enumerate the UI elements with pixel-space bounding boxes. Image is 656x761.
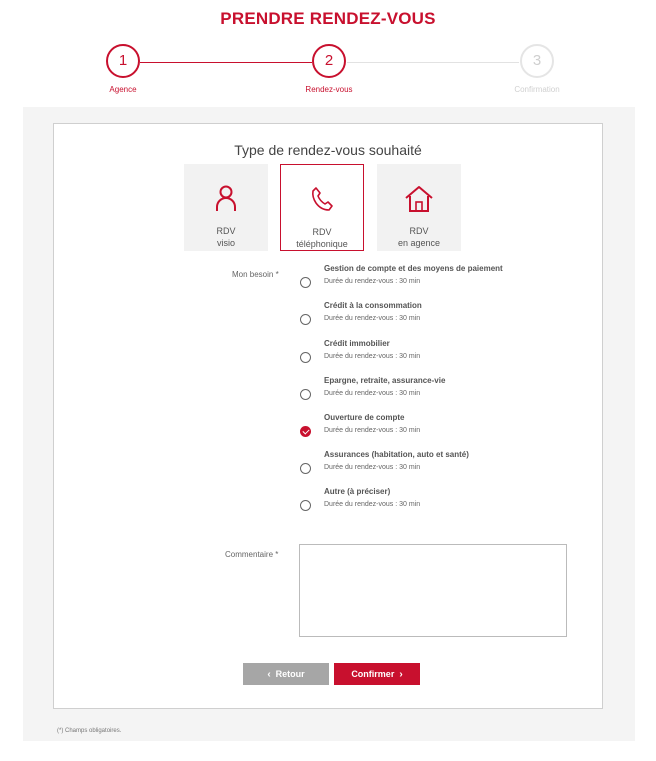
step-confirmation: [502, 44, 572, 94]
confirm-button-label: Confirmer: [351, 669, 395, 679]
option-epargne[interactable]: [298, 376, 588, 410]
radio-button[interactable]: [300, 277, 311, 288]
stepper-line-pending: [347, 62, 519, 63]
required-fields-note: (*) Champs obligatoires.: [57, 728, 122, 734]
step-number: 3: [520, 44, 554, 78]
option-duration: Durée du rendez-vous : 30 min: [324, 315, 421, 322]
appointment-card: [53, 123, 603, 709]
option-title: Ouverture de compte: [324, 413, 405, 422]
step-label: Rendez-vous: [305, 85, 353, 94]
option-title: Assurances (habitation, auto et santé): [324, 450, 469, 459]
type-tile-agence[interactable]: [377, 164, 461, 251]
type-label: RDV visio: [216, 226, 236, 248]
option-duration: Durée du rendez-vous : 30 min: [324, 390, 421, 397]
option-duration: Durée du rendez-vous : 30 min: [324, 464, 421, 471]
option-title: Crédit à la consommation: [324, 301, 422, 310]
radio-button[interactable]: [300, 500, 311, 511]
radio-button[interactable]: [300, 463, 311, 474]
option-duration: Durée du rendez-vous : 30 min: [324, 501, 421, 508]
option-title: Autre (à préciser): [324, 487, 391, 496]
chevron-left-icon: ‹: [267, 669, 271, 680]
page-title: PRENDRE RENDEZ-VOUS: [220, 9, 436, 28]
radio-button[interactable]: [300, 389, 311, 400]
radio-button[interactable]: [300, 314, 311, 325]
house-icon: [404, 185, 434, 213]
step-rendez-vous: [294, 44, 364, 94]
type-tile-telephone[interactable]: [280, 164, 364, 251]
chevron-right-icon: ›: [399, 669, 403, 680]
person-icon: [215, 185, 237, 213]
option-autre[interactable]: [298, 487, 588, 521]
option-ouverture-compte[interactable]: [298, 413, 588, 447]
back-button[interactable]: [243, 663, 329, 685]
option-duration: Durée du rendez-vous : 30 min: [324, 353, 421, 360]
comment-label: Commentaire *: [225, 550, 279, 559]
step-number: 1: [106, 44, 140, 78]
option-title: Epargne, retraite, assurance-vie: [324, 376, 446, 385]
form-panel: [23, 107, 635, 741]
radio-button-checked[interactable]: [300, 426, 311, 437]
step-label: Confirmation: [514, 85, 560, 94]
comment-textarea[interactable]: [299, 544, 567, 637]
stepper-line-completed: [140, 62, 312, 63]
option-duration: Durée du rendez-vous : 30 min: [324, 427, 421, 434]
option-credit-immobilier[interactable]: [298, 339, 588, 373]
phone-icon: [310, 186, 334, 212]
type-tile-visio[interactable]: [184, 164, 268, 251]
type-label: RDV en agence: [397, 226, 441, 248]
section-title: Type de rendez-vous souhaité: [234, 142, 422, 158]
option-credit-consommation[interactable]: [298, 301, 588, 335]
option-duration: Durée du rendez-vous : 30 min: [324, 278, 421, 285]
radio-button[interactable]: [300, 352, 311, 363]
step-agence[interactable]: [88, 44, 158, 94]
besoin-label: Mon besoin *: [232, 270, 279, 279]
option-title: Crédit immobilier: [324, 339, 390, 348]
type-label: RDV téléphonique: [296, 227, 348, 249]
option-assurances[interactable]: [298, 450, 588, 484]
confirm-button[interactable]: [334, 663, 420, 685]
step-label: Agence: [109, 85, 137, 94]
option-gestion-compte[interactable]: [298, 264, 588, 298]
progress-stepper: [0, 44, 656, 104]
step-number: 2: [312, 44, 346, 78]
back-button-label: Retour: [275, 669, 305, 679]
option-title: Gestion de compte et des moyens de paiement: [324, 264, 503, 273]
